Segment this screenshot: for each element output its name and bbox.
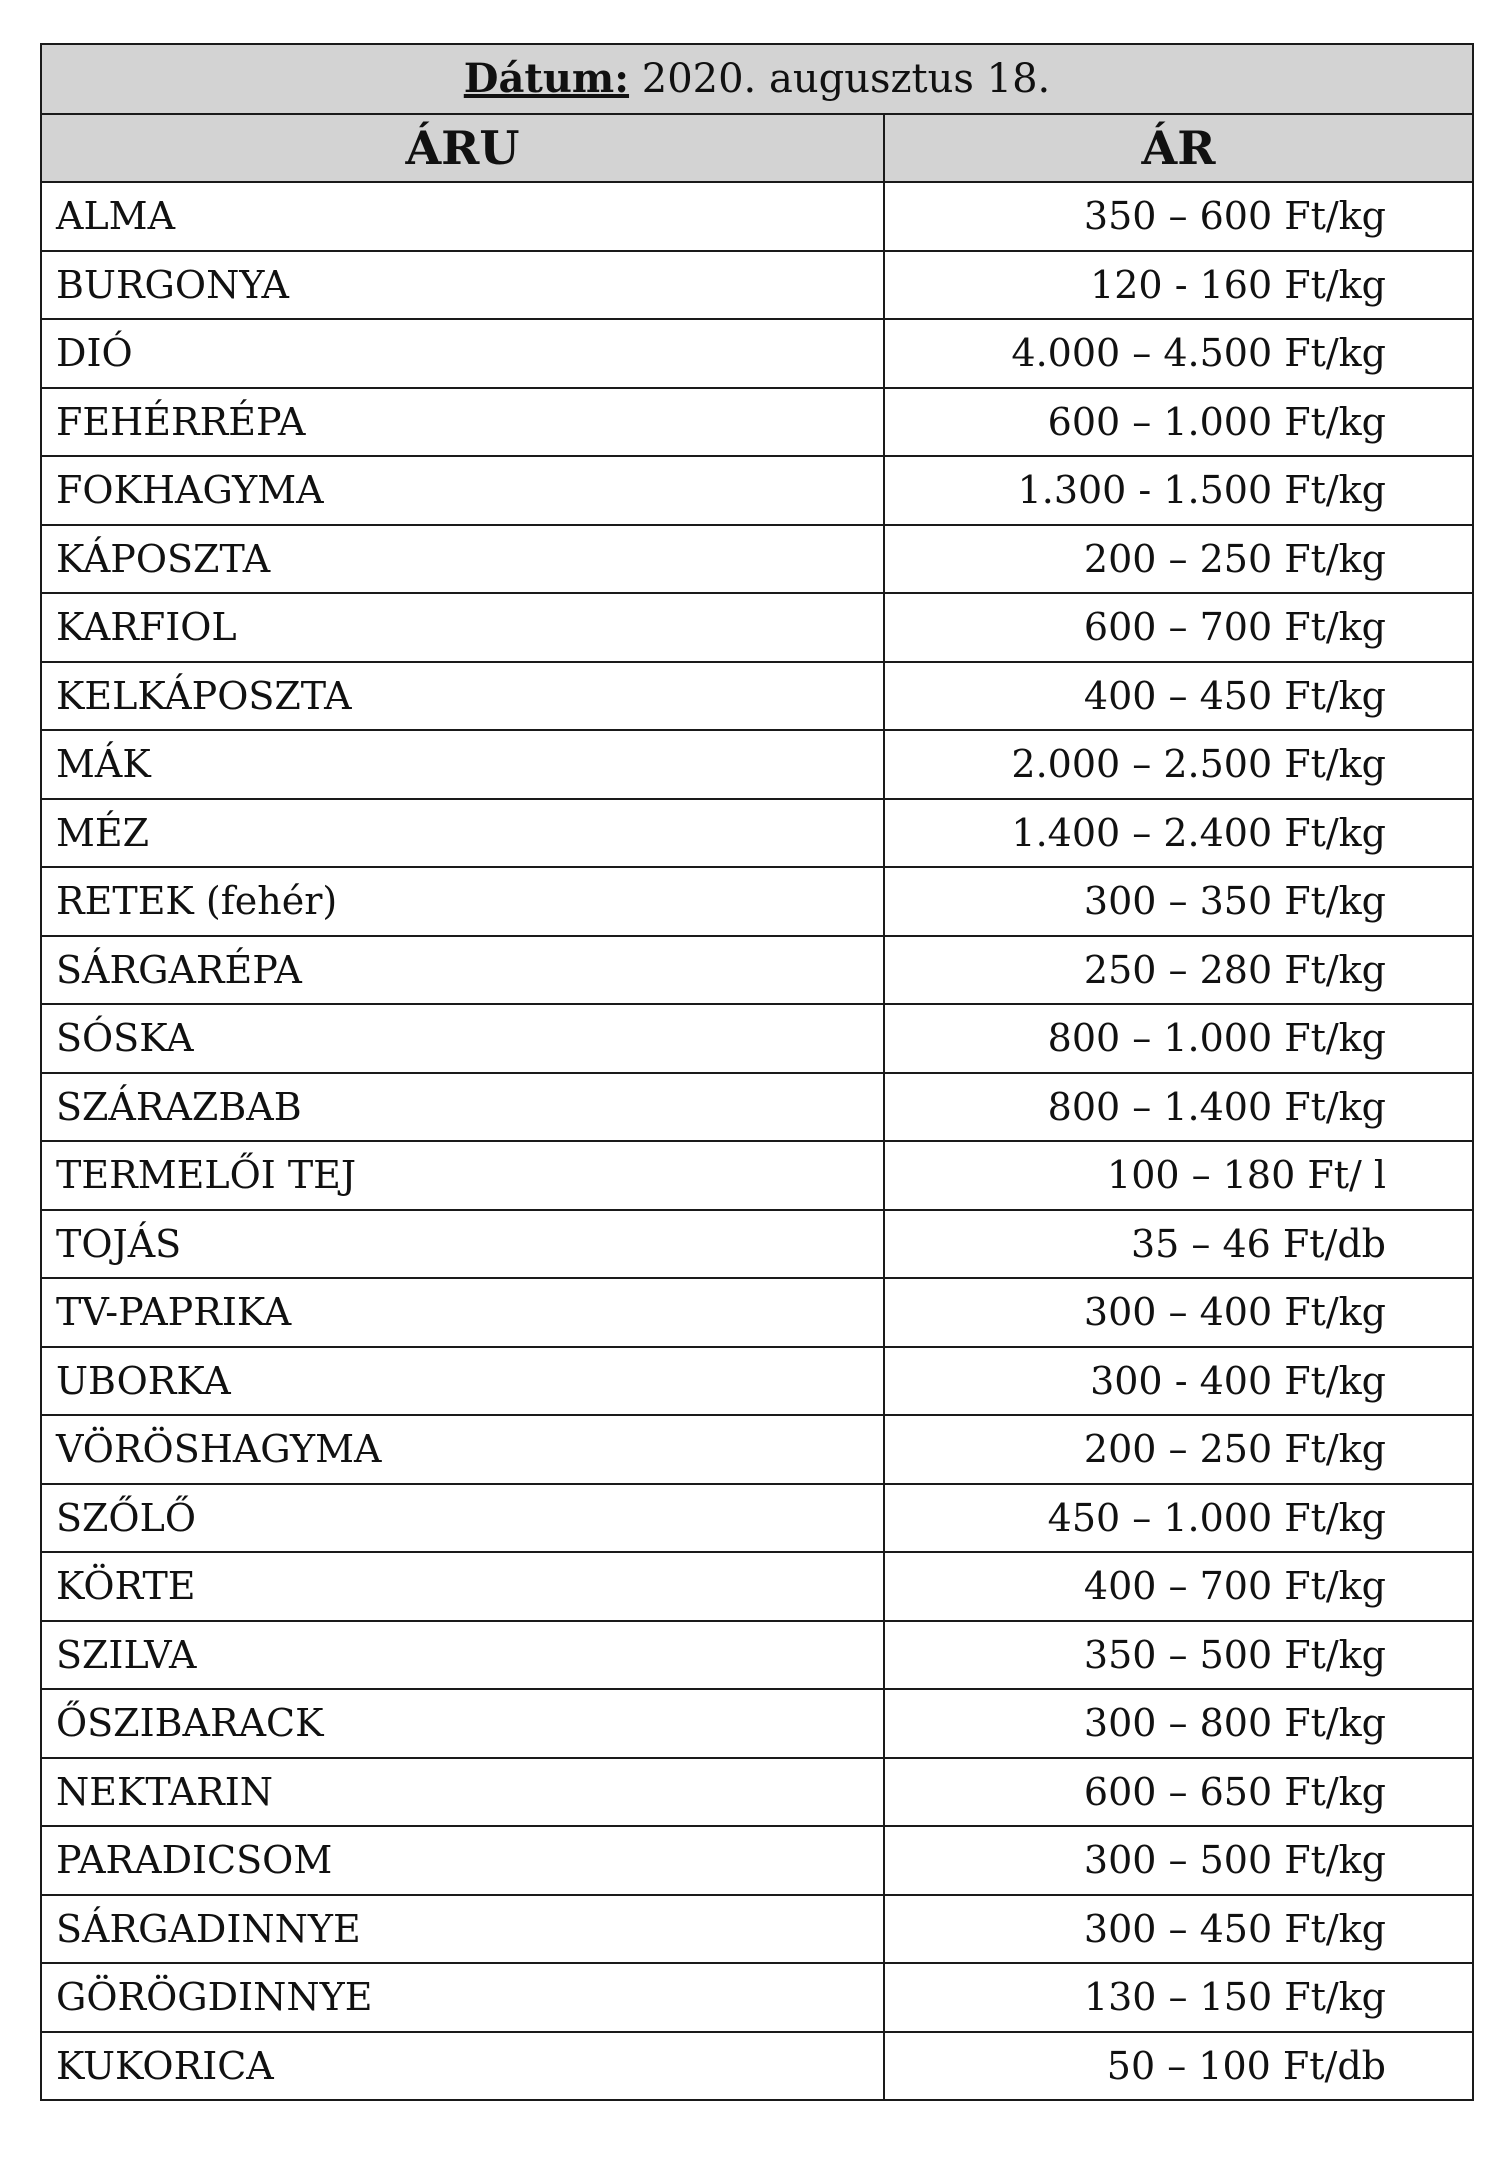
item-price-cell: 130 – 150 Ft/kg <box>884 1963 1473 2032</box>
item-name-cell: SÁRGARÉPA <box>41 936 884 1005</box>
item-price-cell: 300 - 400 Ft/kg <box>884 1347 1473 1416</box>
column-header-row <box>41 114 1473 182</box>
item-price-cell: 250 – 280 Ft/kg <box>884 936 1473 1005</box>
table-row <box>41 1004 1473 1073</box>
item-name-cell: ALMA <box>41 182 884 251</box>
item-name-cell: PARADICSOM <box>41 1826 884 1895</box>
item-price-cell: 350 – 500 Ft/kg <box>884 1621 1473 1690</box>
item-name-cell: NEKTARIN <box>41 1758 884 1827</box>
item-name-cell: GÖRÖGDINNYE <box>41 1963 884 2032</box>
item-name-cell: SÓSKA <box>41 1004 884 1073</box>
item-price-cell: 400 – 450 Ft/kg <box>884 662 1473 731</box>
item-name-cell: RETEK (fehér) <box>41 867 884 936</box>
item-name-cell: KÖRTE <box>41 1552 884 1621</box>
date-row <box>41 44 1473 114</box>
item-price-cell: 300 – 500 Ft/kg <box>884 1826 1473 1895</box>
item-price-cell: 450 – 1.000 Ft/kg <box>884 1484 1473 1553</box>
item-price-cell: 200 – 250 Ft/kg <box>884 1415 1473 1484</box>
table-row <box>41 1826 1473 1895</box>
table-row <box>41 319 1473 388</box>
item-name-cell: UBORKA <box>41 1347 884 1416</box>
item-price-cell: 300 – 450 Ft/kg <box>884 1895 1473 1964</box>
table-row <box>41 456 1473 525</box>
table-row <box>41 867 1473 936</box>
table-row <box>41 1963 1473 2032</box>
item-name-cell: BURGONYA <box>41 251 884 320</box>
item-name-cell: SZILVA <box>41 1621 884 1690</box>
item-price-cell: 800 – 1.400 Ft/kg <box>884 1073 1473 1142</box>
item-name-cell: KUKORICA <box>41 2032 884 2101</box>
item-price-cell: 300 – 800 Ft/kg <box>884 1689 1473 1758</box>
table-row <box>41 182 1473 251</box>
table-row <box>41 1210 1473 1279</box>
item-name-cell: MÉZ <box>41 799 884 868</box>
item-price-cell: 600 – 700 Ft/kg <box>884 593 1473 662</box>
item-price-cell: 350 – 600 Ft/kg <box>884 182 1473 251</box>
table-row <box>41 1278 1473 1347</box>
table-row <box>41 1895 1473 1964</box>
table-row <box>41 1484 1473 1553</box>
table-row <box>41 388 1473 457</box>
price-table <box>40 43 1474 2101</box>
table-row <box>41 662 1473 731</box>
item-name-cell: FOKHAGYMA <box>41 456 884 525</box>
item-price-cell: 120 - 160 Ft/kg <box>884 251 1473 320</box>
table-row <box>41 2032 1473 2101</box>
table-row <box>41 1621 1473 1690</box>
column-header-item: ÁRU <box>41 114 884 182</box>
table-row <box>41 1415 1473 1484</box>
table-row <box>41 1347 1473 1416</box>
item-price-cell: 300 – 400 Ft/kg <box>884 1278 1473 1347</box>
item-price-cell: 400 – 700 Ft/kg <box>884 1552 1473 1621</box>
item-name-cell: TERMELŐI TEJ <box>41 1141 884 1210</box>
date-value: 2020. augusztus 18. <box>629 56 1051 102</box>
item-name-cell: KARFIOL <box>41 593 884 662</box>
item-price-cell: 200 – 250 Ft/kg <box>884 525 1473 594</box>
item-price-cell: 1.300 - 1.500 Ft/kg <box>884 456 1473 525</box>
item-name-cell: DIÓ <box>41 319 884 388</box>
table-row <box>41 593 1473 662</box>
table-row <box>41 251 1473 320</box>
item-price-cell: 35 – 46 Ft/db <box>884 1210 1473 1279</box>
item-name-cell: TOJÁS <box>41 1210 884 1279</box>
item-price-cell: 1.400 – 2.400 Ft/kg <box>884 799 1473 868</box>
item-name-cell: SÁRGADINNYE <box>41 1895 884 1964</box>
price-list-document <box>40 43 1472 2101</box>
table-row <box>41 730 1473 799</box>
item-name-cell: KÁPOSZTA <box>41 525 884 594</box>
item-price-cell: 600 – 650 Ft/kg <box>884 1758 1473 1827</box>
date-cell <box>41 44 1473 114</box>
item-name-cell: FEHÉRRÉPA <box>41 388 884 457</box>
table-row <box>41 1758 1473 1827</box>
item-name-cell: TV-PAPRIKA <box>41 1278 884 1347</box>
item-price-cell: 2.000 – 2.500 Ft/kg <box>884 730 1473 799</box>
item-name-cell: ŐSZIBARACK <box>41 1689 884 1758</box>
table-row <box>41 1141 1473 1210</box>
date-label: Dátum: <box>463 55 630 102</box>
table-row <box>41 1073 1473 1142</box>
item-name-cell: VÖRÖSHAGYMA <box>41 1415 884 1484</box>
column-header-price: ÁR <box>884 114 1473 182</box>
table-row <box>41 936 1473 1005</box>
item-name-cell: SZÁRAZBAB <box>41 1073 884 1142</box>
item-name-cell: MÁK <box>41 730 884 799</box>
item-price-cell: 800 – 1.000 Ft/kg <box>884 1004 1473 1073</box>
item-price-cell: 600 – 1.000 Ft/kg <box>884 388 1473 457</box>
table-row <box>41 525 1473 594</box>
item-name-cell: SZŐLŐ <box>41 1484 884 1553</box>
table-row <box>41 1552 1473 1621</box>
table-row <box>41 799 1473 868</box>
item-name-cell: KELKÁPOSZTA <box>41 662 884 731</box>
table-row <box>41 1689 1473 1758</box>
item-price-cell: 300 – 350 Ft/kg <box>884 867 1473 936</box>
item-price-cell: 50 – 100 Ft/db <box>884 2032 1473 2101</box>
item-price-cell: 100 – 180 Ft/ l <box>884 1141 1473 1210</box>
item-price-cell: 4.000 – 4.500 Ft/kg <box>884 319 1473 388</box>
